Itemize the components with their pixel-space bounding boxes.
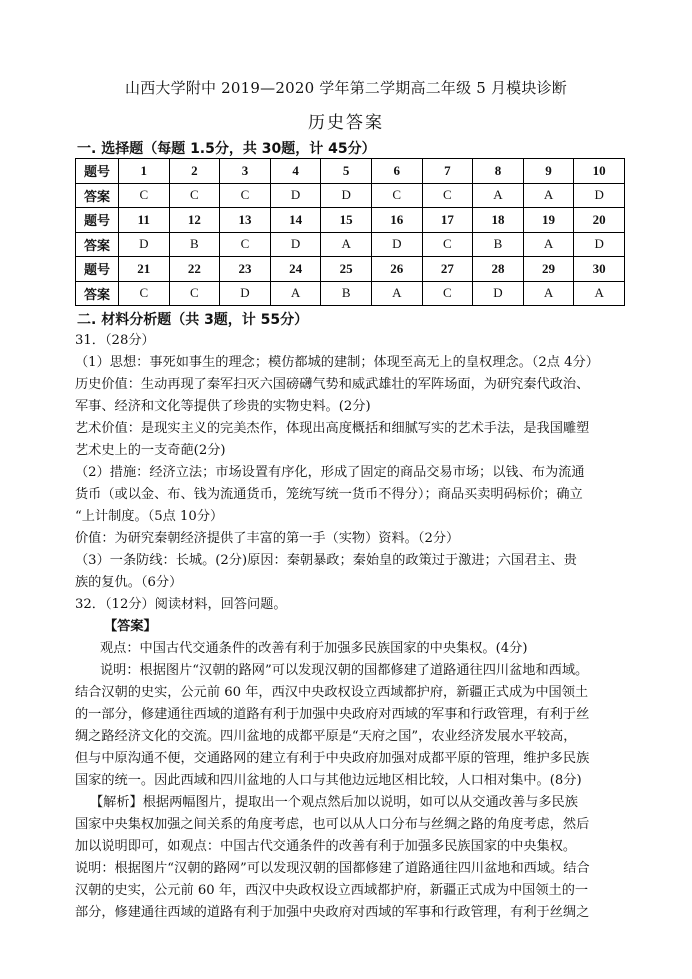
question-number: 18 [473,208,524,233]
question-number: 7 [422,159,473,184]
answer-cell: D [574,183,625,208]
text-line: 族的复仇。（6分） [75,575,183,590]
question-label: 题号 [76,159,119,184]
question-number: 9 [523,159,574,184]
question-number: 17 [422,208,473,233]
answer-cell: D [270,183,321,208]
answer-cell: D [119,232,170,257]
text-line: 的一部分，修建通往西域的道路有利于加强中央政府对西域的军事和行政管理，有利于丝 [75,707,590,722]
text-line: 部分，修建通往西域的道路有利于加强中央政府对西域的军事和行政管理，有利于丝绸之 [75,905,590,920]
answer-cell: C [220,183,271,208]
question-number: 20 [574,208,625,233]
answer-label: 答案 [76,232,119,257]
question-number: 14 [270,208,321,233]
answer-cell: C [422,232,473,257]
text-line: 军事、经济和文化等提供了珍贵的实物史料。(2分) [75,399,371,414]
question-number: 11 [119,208,170,233]
question-number: 1 [119,159,170,184]
answer-cell: D [574,232,625,257]
answer-cell: A [523,183,574,208]
answer-cell: C [220,232,271,257]
question-number: 27 [422,257,473,282]
answer-cell: C [169,281,220,306]
question-number: 10 [574,159,625,184]
answer-cell: C [169,183,220,208]
text-line: 历史价值：生动再现了秦军扫灭六国磅礴气势和威武雄壮的军阵场面，为研究秦代政治、 [75,377,590,392]
question-number: 29 [523,257,574,282]
question-number: 13 [220,208,271,233]
text-line: （3）一条防线：长城。(2分)原因：秦朝暴政；秦始皇的政策过于激进；六国君主、贵 [75,553,577,568]
table-row [76,281,625,306]
question-number: 28 [473,257,524,282]
answer-table [75,158,625,306]
text-line: 国家的统一。因此西域和四川盆地的人口与其他边远地区相比较，人口相对集中。(8分) [75,773,582,788]
question-label: 题号 [76,208,119,233]
page-title: 山西大学附中 2019—2020 学年第二学期高二年级 5 月模块诊断 [125,79,567,97]
text-line: 货币（或以金、布、钱为流通货币，笼统写统一货币不得分）；商品买卖明码标价；确立 [75,487,583,502]
question-number: 30 [574,257,625,282]
answer-cell: A [270,281,321,306]
answer-cell: B [321,281,372,306]
answer-cell: D [220,281,271,306]
page-subtitle: 历史答案 [308,113,384,133]
text-line: 31．（28分） [75,333,155,348]
answer-cell: A [473,183,524,208]
question-number: 16 [371,208,422,233]
question-number: 19 [523,208,574,233]
answer-cell: A [371,281,422,306]
text-line: 说明：根据图片“汉朝的路网”可以发现汉朝的国都修建了道路通往四川盆地和西域。 [100,663,589,678]
text-line: 观点：中国古代交通条件的改善有利于加强多民族国家的中央集权。(4分) [100,641,528,656]
text-line: 结合汉朝的史实，公元前 60 年，西汉中央政权设立西域都护府，新疆正式成为中国领土 [75,685,589,700]
text-line: 价值：为研究秦朝经济提供了丰富的第一手（实物）资料。（2分） [75,531,460,546]
question-number: 5 [321,159,372,184]
analysis-line: 【解析】根据两幅图片，提取出一个观点然后加以说明，如可以从交通改善与多民族 [90,795,578,810]
text-line: 国家中央集权加强之间关系的角度考虑，也可以从人口分布与丝绸之路的角度考虑，然后 [75,817,590,832]
question-number: 2 [169,159,220,184]
text-line: 艺术史上的一支奇葩(2分) [75,443,226,458]
question-number: 12 [169,208,220,233]
table-row [76,159,625,184]
answer-cell: A [321,232,372,257]
section1-heading: 一. 选择题（每题 1.5分，共 30题，计 45分） [77,141,376,157]
answer-cell: A [523,232,574,257]
question-number: 4 [270,159,321,184]
text-line: 汉朝的史实，公元前 60 年，西汉中央政权设立西域都护府，新疆正式成为中国领土的一 [75,883,589,898]
answer-label: 答案 [76,183,119,208]
table-row [76,208,625,233]
answer-heading: 【答案】 [104,619,157,634]
answer-cell: C [371,183,422,208]
question-number: 6 [371,159,422,184]
text-line: 艺术价值：是现实主义的完美杰作，体现出高度概括和细腻写实的艺术手法，是我国雕塑 [75,421,590,436]
question-number: 24 [270,257,321,282]
text-line: 加以说明即可，如观点：中国古代交通条件的改善有利于加强多民族国家的中央集权。 [75,839,577,854]
question-number: 21 [119,257,170,282]
text-line: 说明：根据图片“汉朝的路网”可以发现汉朝的国都修建了道路通往四川盆地和西域。结合 [75,861,590,876]
answer-cell: C [422,183,473,208]
question-number: 3 [220,159,271,184]
text-line: （1）思想：事死如事生的理念；模仿都城的建制；体现至高无上的皇权理念。（2点 4分） [75,355,599,370]
question-number: 23 [220,257,271,282]
question-number: 8 [473,159,524,184]
answer-cell: D [473,281,524,306]
answer-cell: C [422,281,473,306]
answer-cell: D [321,183,372,208]
section2-heading: 二. 材料分析题（共 3题，计 55分） [77,312,309,328]
text-line: 32．（12分）阅读材料，回答问题。 [75,597,287,612]
table-row [76,257,625,282]
answer-cell: B [473,232,524,257]
answer-cell: C [119,183,170,208]
text-line: “上计制度。（5点 10分） [75,509,224,524]
question-number: 22 [169,257,220,282]
question-number: 25 [321,257,372,282]
table-row [76,183,625,208]
answer-cell: D [371,232,422,257]
answer-cell: C [119,281,170,306]
answer-cell: A [574,281,625,306]
answer-cell: D [270,232,321,257]
table-row [76,232,625,257]
text-line: （2）措施：经济立法；市场设置有序化，形成了固定的商品交易市场；以钱、布为流通 [75,465,585,480]
answer-cell: A [523,281,574,306]
question-number: 15 [321,208,372,233]
question-number: 26 [371,257,422,282]
answer-label: 答案 [76,281,119,306]
text-line: 但与中原沟通不便，交通路网的建立有利于中央政府加强对成都平原的管理，维护多民族 [75,751,590,766]
text-line: 绸之路经济文化的交流。四川盆地的成都平原是“天府之国”，农业经济发展水平较高， [75,729,577,744]
answer-cell: B [169,232,220,257]
question-label: 题号 [76,257,119,282]
